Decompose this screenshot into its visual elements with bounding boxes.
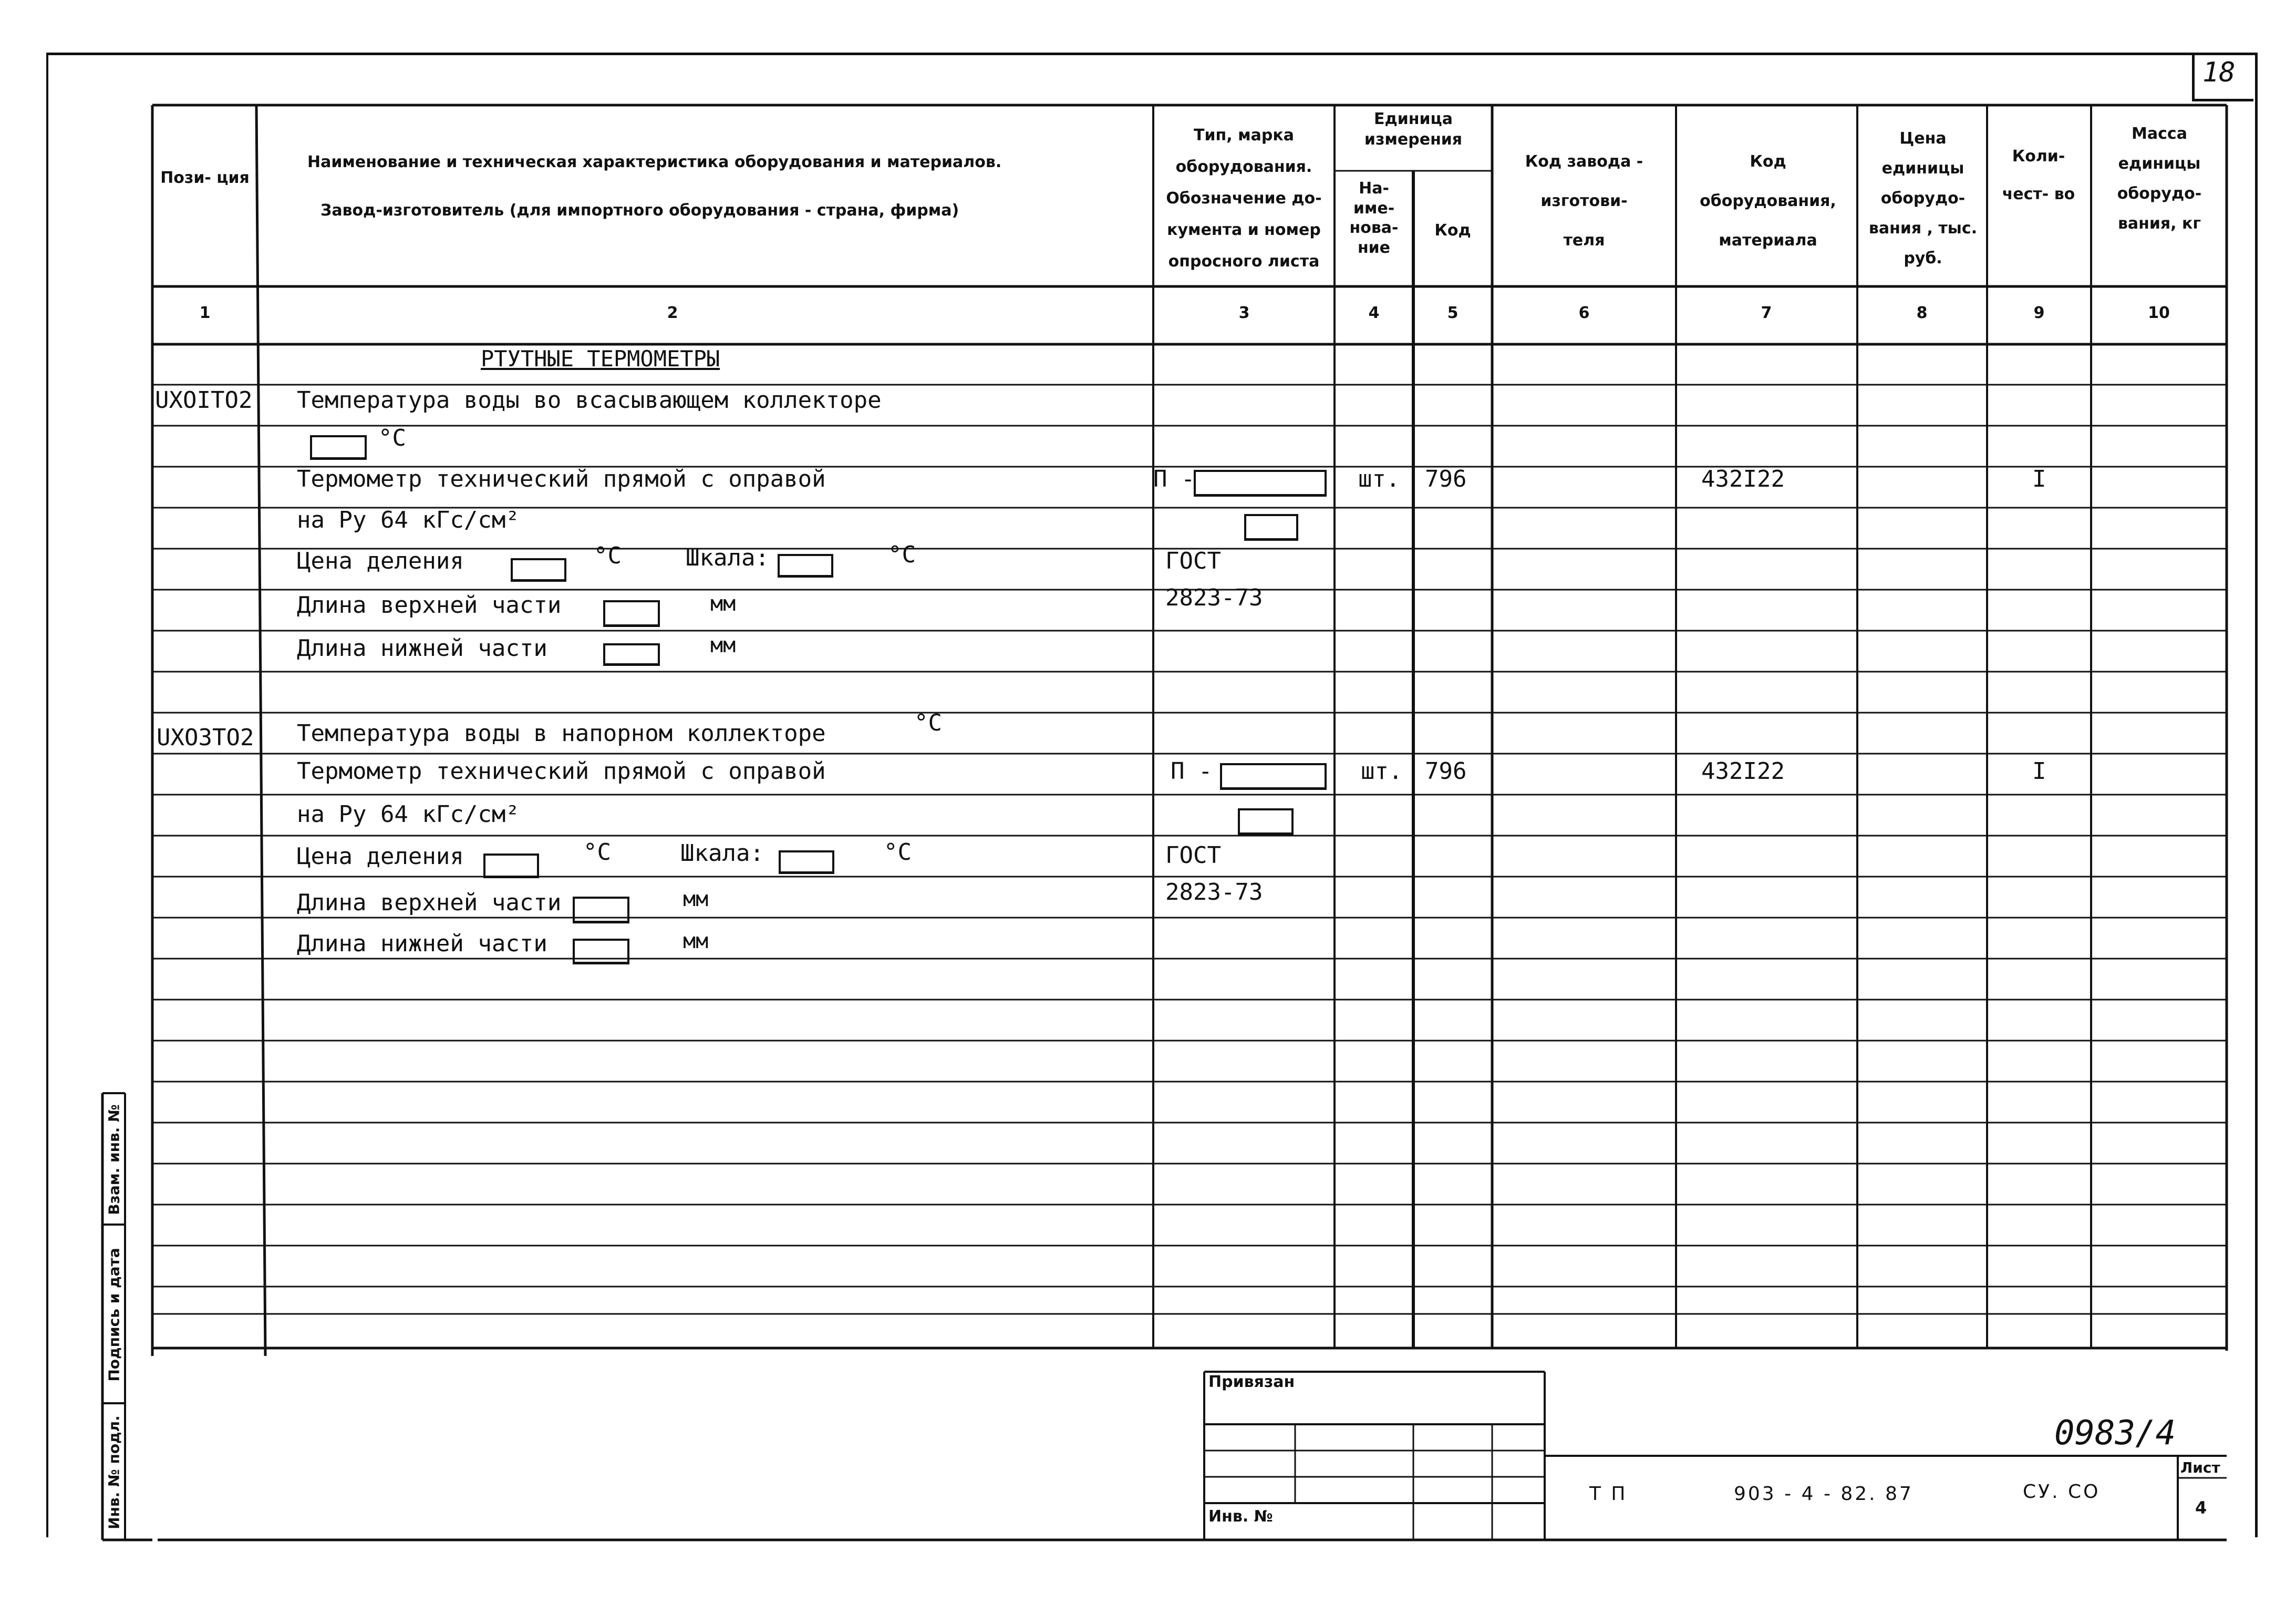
header-position: Пози- ция <box>160 169 250 187</box>
section-title: РТУТНЫЕ ТЕРМОМЕТРЫ <box>481 346 720 372</box>
header-name-line2: Завод-изготовитель (для импортного оборудования - страна, фирма) <box>320 201 959 220</box>
sheet-corner-number: 18 <box>2202 57 2236 88</box>
tb-list-number: 4 <box>2195 1498 2207 1518</box>
header-name-line1: Наименование и техническая характеристика оборудования и материалов. <box>307 153 1002 171</box>
tb-doc-code: СУ. СО <box>2023 1481 2101 1503</box>
header-plant-code: Код завода - изготови- теля <box>1525 152 1643 250</box>
entry2-scale-deg: °С <box>884 839 912 866</box>
entry2-lower-box <box>573 939 629 964</box>
entry1-upper-box <box>603 600 660 627</box>
entry2-upper-length: Длина верхней части <box>297 889 562 916</box>
entry1-type-prefix: П - <box>1153 466 1195 492</box>
colnum-4: 4 <box>1368 304 1380 322</box>
stamp-podpis-data: Подпись и дата <box>105 1248 123 1382</box>
entry1-division-label: Цена деления <box>297 548 464 574</box>
entry2-scale-box <box>779 850 834 874</box>
entry2-gost-number: 2823-73 <box>1165 879 1263 906</box>
colnum-1: 1 <box>199 304 211 322</box>
colnum-6: 6 <box>1578 304 1590 322</box>
entry2-division-label: Цена деления <box>297 843 464 870</box>
entry1-temp-box <box>310 435 367 460</box>
colnum-2: 2 <box>667 304 678 322</box>
entry2-type-prefix: П - <box>1171 758 1213 785</box>
header-quantity: Коли- чест- во <box>2002 147 2075 203</box>
colnum-7: 7 <box>1761 304 1772 322</box>
entry1-scale-deg: °С <box>888 541 916 568</box>
entry2-unit-name: шт. <box>1361 758 1403 785</box>
colnum-3: 3 <box>1238 304 1250 322</box>
entry1-scale-box <box>778 554 833 578</box>
entry2-unit-code: 796 <box>1425 758 1467 785</box>
header-unit: Единица измерения <box>1364 110 1463 149</box>
entry2-lower-length: Длина нижней части <box>297 930 547 957</box>
colnum-5: 5 <box>1447 304 1459 322</box>
entry1-product: Термометр технический прямой с оправой <box>297 466 826 492</box>
header-price: Цена единицы оборудо- вания , тыс. руб. <box>1868 129 1978 268</box>
colnum-8: 8 <box>1916 304 1928 322</box>
entry1-lower-box <box>603 643 660 666</box>
entry1-quantity: I <box>2032 466 2046 492</box>
entry1-title: Температура воды во всасывающем коллекторе <box>297 387 882 414</box>
entry2-equipment-code: 432I22 <box>1701 758 1785 785</box>
entry2-pressure: на Ру 64 кГс/см² <box>297 801 520 828</box>
tb-privyazan: Привязан <box>1208 1373 1295 1391</box>
entry1-type-box <box>1194 470 1327 497</box>
tb-album-mark: 0983/4 <box>2054 1414 2176 1453</box>
entry1-gost: ГОСТ <box>1165 548 1221 574</box>
entry2-type-box <box>1220 763 1327 790</box>
entry2-division-deg: °С <box>583 839 611 866</box>
entry1-upper-mm: мм <box>710 592 736 616</box>
entry1-scale-label: Шкала: <box>686 544 769 571</box>
entry2-gost: ГОСТ <box>1165 842 1221 869</box>
entry1-division-deg: °С <box>594 542 622 569</box>
entry2-upper-mm: мм <box>683 887 709 911</box>
entry1-unit-code: 796 <box>1425 466 1467 492</box>
entry1-division-box <box>511 558 566 582</box>
entry2-division-box <box>483 854 539 878</box>
entry2-position: UXO3TO2 <box>157 724 254 751</box>
entry1-position: UXOITO2 <box>155 387 253 414</box>
header-unit-name: На- име- нова- ние <box>1349 179 1399 257</box>
colnum-10: 10 <box>2148 304 2170 322</box>
entry2-product: Термометр технический прямой с оправой <box>297 758 826 785</box>
header-unit-code: Код <box>1434 221 1471 240</box>
entry2-sheet-box <box>1238 808 1294 835</box>
tb-list-label: Лист <box>2180 1459 2220 1476</box>
entry1-lower-mm: мм <box>710 633 736 657</box>
entry1-lower-length: Длина нижней части <box>297 635 547 662</box>
entry2-temp-unit: °C <box>914 710 942 736</box>
entry2-upper-box <box>573 897 629 923</box>
header-type: Тип, марка оборудования. Обозначение до- кумента и номер опросного листа <box>1166 126 1322 271</box>
colnum-9: 9 <box>2033 304 2045 322</box>
entry1-equipment-code: 432I22 <box>1701 466 1785 492</box>
stamp-vzam-inv: Взам. инв. № <box>105 1104 123 1215</box>
entry2-title: Температура воды в напорном коллекторе <box>297 720 826 747</box>
header-equipment-code: Код оборудования, материала <box>1700 152 1836 250</box>
tb-tp: Т П <box>1589 1483 1628 1505</box>
entry2-lower-mm: мм <box>683 929 709 953</box>
entry1-temp-unit: °C <box>378 425 406 451</box>
stamp-inv-podl: Инв. № подл. <box>105 1415 123 1529</box>
entry1-sheet-box <box>1244 514 1298 541</box>
header-mass: Масса единицы оборудо- вания, кг <box>2117 125 2202 233</box>
entry1-gost-number: 2823-73 <box>1165 584 1263 611</box>
entry2-quantity: I <box>2032 758 2046 785</box>
entry2-scale-label: Шкала: <box>680 840 764 867</box>
tb-doc-number: 903 - 4 - 82. 87 <box>1734 1483 1914 1505</box>
entry1-unit-name: шт. <box>1358 466 1400 492</box>
entry1-upper-length: Длина верхней части <box>297 592 562 619</box>
tb-inv-no: Инв. № <box>1208 1507 1273 1526</box>
entry1-pressure: на Ру 64 кГс/см² <box>297 507 520 533</box>
